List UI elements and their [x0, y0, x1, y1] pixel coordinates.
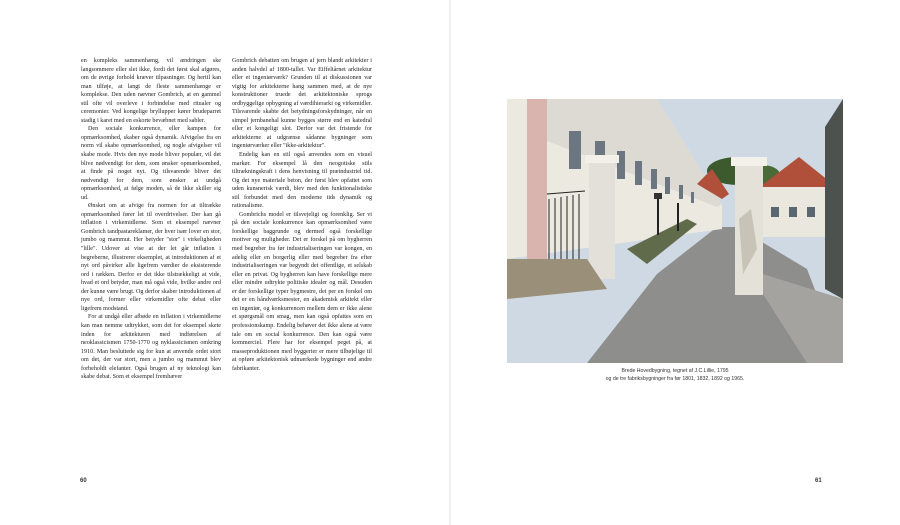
- street-photo: [507, 99, 843, 363]
- paragraph: Den sociale konkurrence, eller kampen for opmærksomhed, skaber også dynamik. Afvigelse fra en norm vil skabe opmærksomhed, og nogle afvigelser vil skabe mode. Hvis den nye mode bliver populær, vil det blive nødvendigt for dem, som ønsker opmærksomhed, at finde på noget nyt. Og tilsvarende bliver det nødvendigt for dem, som ønsker at undgå opmærksomhed, at følge moden, så de ikke skiller sig ud.: [81, 126, 221, 201]
- caption-line: og de tre fabriksbygninger fra før 1801, 1832, 1892 og 1965.: [605, 375, 745, 382]
- paragraph: Endelig kan en stil også anvendes som en visuel markør. For eksempel lå den neogotiske stils tiltrækningskraft i dens henvisning til præindustriel tid. Og det nye materiale beton, der først blev opfattet som uden kunsnerisk værdi, blev med den funktionalistiske stil forbundet med den moderne tids dynamik og rationalisme.: [232, 152, 372, 210]
- page-number-right: 61: [815, 478, 822, 484]
- paragraph: Gombrichs model er tilsvejeligt og forenklig. Ser vi på den sociale konkurrence kan opmærksomhed være forskellige baggrunde og dermed også forskellige motiver og muligheder. Det er forskel på om bygherren med begreber fra før industrialiseringen var kongen, en adelig eller en borgerlig eller med begreber fra efter industrialiseringen var begyndt det offentlige, et selskab eller en privat. Og bygherren kan have forskellige mere eller mindre udtrykte politiske idealer og mål. Desuden er der forskellige typer bygmestre, det per en forskel om det er en håndværksmester, en akademisk arkitekt eller en ingeniør, og konkurrencen mellem dem er ikke alene et spørgsmål om smag, men kan også opfattes som en professionskamp. Endelig behøver det ikke alene at være tale om en social konkurrence. Den kan også være kommerciel. Flere har for eksempel peget på, at masseproduktionen med byggerier er mere tilbøjelige til at opføre arkitektonisk udmærkede bygninger end andre fabrikanter.: [232, 211, 372, 372]
- page-number-left: 60: [80, 478, 87, 484]
- right-page: [450, 0, 900, 525]
- caption-line: Brede Hovedbygning, tegnet af J.C.Lillie, 1795: [621, 368, 729, 374]
- paragraph: Ønsket om at afvige fra normen for at tiltrække opmærksomhed fører let til overdrivelser. Der kan gå inflation i virkemidlerne. Som et eksempel nævner Gombrich tandpastareklamer, der hver især lover en stor, jumbo og mammut. Her betyder "stor" i virkeligheden "lille". Udover at vise at der let går inflation i begreberne, illustrerer eksemplet, at introduktionen af et nyt ord påvirker alle ligefrem værdier de eksisterende ord i rækken. Derfor er det ikke tilstrækkeligt at vide, hvad et ord betyder, man må også vide, hvilke andre ord der kunne være brugt. Og derfor skaber introduktionen af nye ord, former eller virkemidler ofte debat eller ligefrem modstand.: [81, 203, 221, 312]
- paragraph: en kompleks sammenhæng, vil ændringen ske langsommere eller slet ikke, fordi det først skal afgøres, om de øvrige forhold kræver tilpasninger. Og hertil kan man tilføje, at langt de fleste sammenhænge er komplekse. Den uden nævner Gombrich, at en gammel stil ofte vil overleve i forbindelse med ritualer og ceremonier. Ved kongelige bryllupper kører brudeparret stadig i karet med en eskorte bevæbnet med sabler.: [81, 58, 221, 124]
- paragraph: Gombrich debatten om brugen af jern blandt arkitekter i anden halvdel af 1800-tallet. Var Eiffeltårnet arkitektur eller et ingeniørværk? Grunden til at diskussionen var vigtig for arkitekterne hang sammen med, at de nye konstruktioner truede det arkitektoniske sprogs ordbyggelige opbygning af værdihierarki og virkemidler. Tilsvarende skabte det betydningsforskydninger, når en simpel jernbanehal kunne bygges større end en katedral eller et kongeligt slot. Derfor var det fristende for arkitekterne at udgrænse sådanne bygninger som ingeniørværker eller "ikke-arkitektur".: [232, 58, 372, 150]
- text-column-1: [81, 57, 221, 382]
- text-column-2: [232, 57, 372, 373]
- street-photo-illustration: [507, 99, 843, 363]
- photo-caption: [507, 368, 843, 383]
- paragraph: For at undgå eller afbøde en inflation i virkemidlerne kan man nemme udtrykket, som det for eksempel skete inden for arkitekturen med indførelsen af neoklassicismen 1750-1770 og nyklassicismen omkring 1910. Man besluttede sig for kun at anvende ordet stort om det, der var stort, men a jumbo og mammut blev forbeholdt elefanter. Også brugen af ny teknologi kan skabe debat. Som et eksempel fremhæver: [81, 314, 221, 381]
